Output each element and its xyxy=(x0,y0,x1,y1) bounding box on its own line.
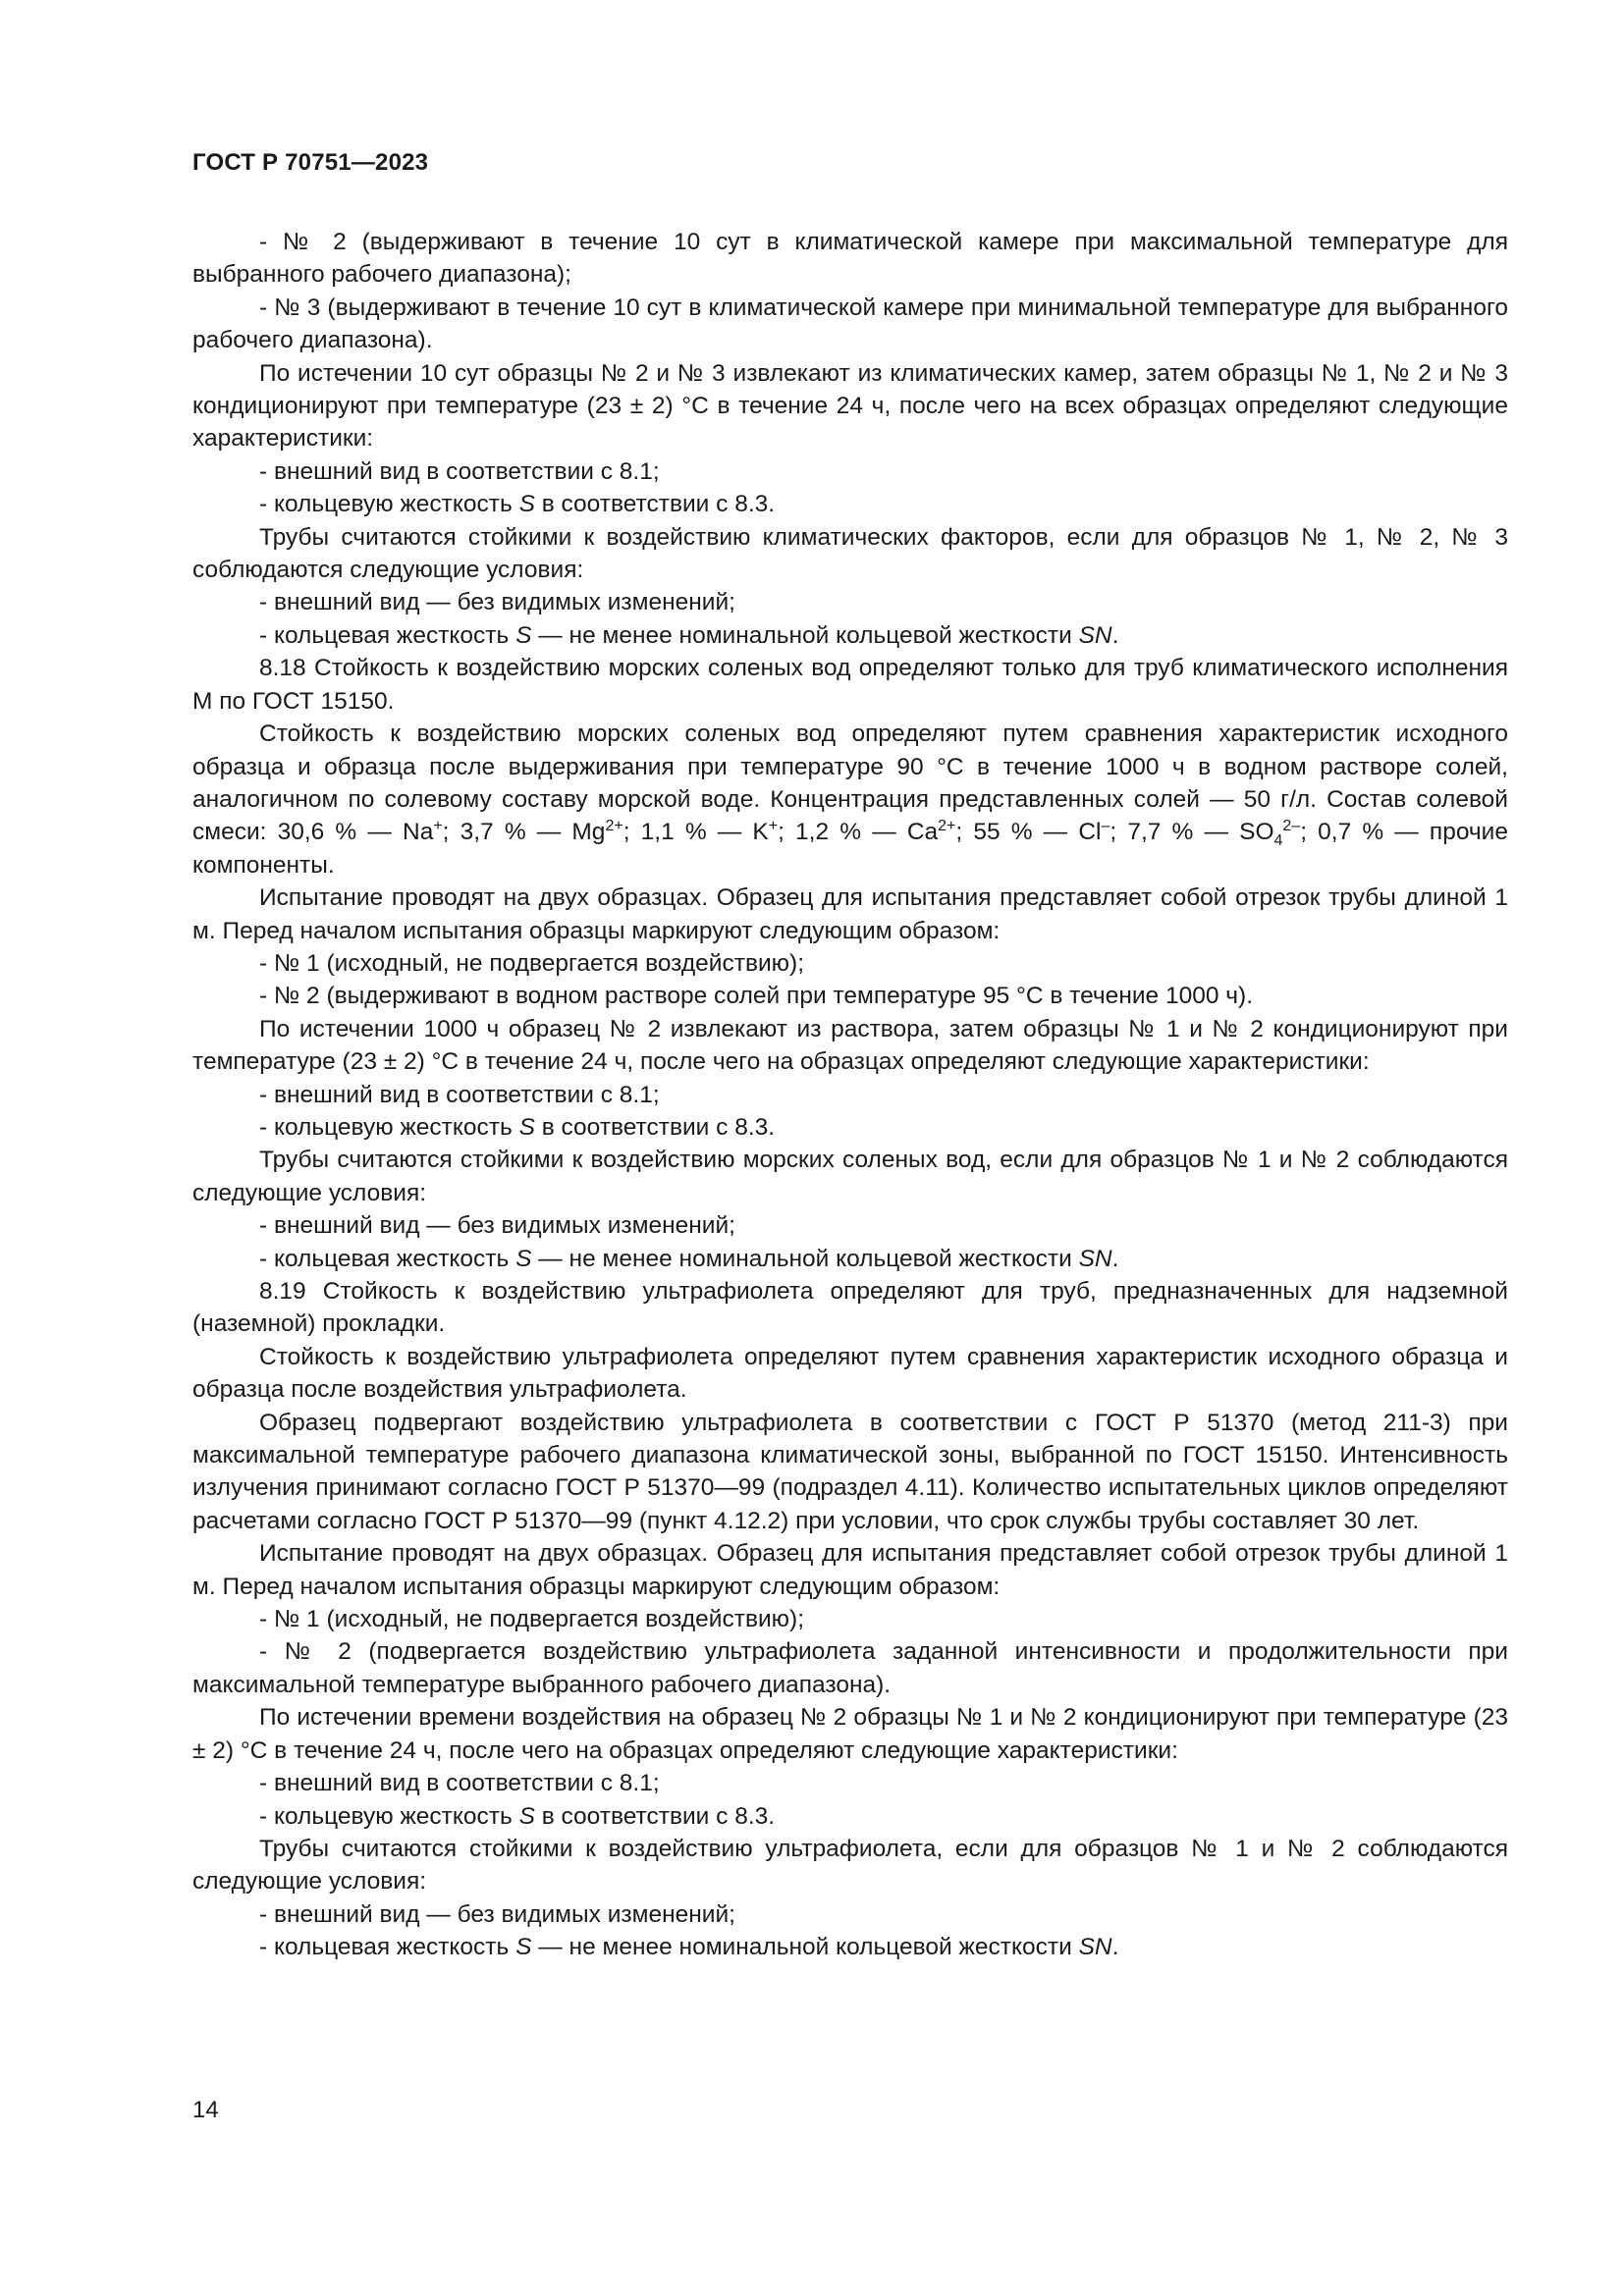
paragraph: Трубы считаются стойкими к воздействию ультрафиолета, если для образцов № 1 и № 2 соблюдаются следующие условия: xyxy=(192,1835,1508,1896)
paragraph: - внешний вид в соответствии с 8.1; xyxy=(259,1081,660,1108)
paragraph: - внешний вид — без видимых изменений; xyxy=(259,1900,735,1928)
paragraph: - кольцевая жесткость S — не менее номинальной кольцевой жесткости SN. xyxy=(259,1934,1119,1961)
paragraph: По истечении времени воздействия на образец № 2 образцы № 1 и № 2 кондиционируют при температуре (23 ± 2) °С в течение 24 ч, после чего на образцах определяют следующие характеристики: xyxy=(192,1704,1508,1764)
paragraph: - внешний вид в соответствии с 8.1; xyxy=(259,1770,660,1797)
paragraph: Образец подвергают воздействию ультрафиолета в соответствии с ГОСТ Р 51370 (метод 211-3) при максимальной температуре рабочего диапазона климатической зоны, выбранной по ГОСТ 15150. Интенсивность излучения принимают согласно ГОСТ Р 51370—99 (подраздел 4.11). Количество испытательных циклов определяют расчетами согласно ГОСТ Р 51370—99 (пункт 4.12.2) при условии, что срок службы трубы составляет 30 лет. xyxy=(192,1409,1508,1534)
paragraph: - внешний вид — без видимых изменений; xyxy=(259,1212,735,1240)
document-body xyxy=(192,226,1508,1964)
paragraph: - внешний вид в соответствии с 8.1; xyxy=(259,457,660,485)
paragraph: - № 2 (выдерживают в водном растворе солей при температуре 95 °С в течение 1000 ч). xyxy=(259,983,1254,1010)
paragraph: - № 2 (выдерживают в течение 10 сут в климатической камере при максимальной температуре для выбранного рабочего диапазона); xyxy=(192,229,1508,289)
paragraph: Испытание проводят на двух образцах. Образец для испытания представляет собой отрезок трубы длиной 1 м. Перед началом испытания образцы маркируют следующим образом: xyxy=(192,884,1508,944)
paragraph: По истечении 1000 ч образец № 2 извлекают из раствора, затем образцы № 1 и № 2 кондиционируют при температуре (23 ± 2) °С в течение 24 ч, после чего на образцах определяют следующие характеристики: xyxy=(192,1015,1508,1076)
paragraph: 8.18 Стойкость к воздействию морских соленых вод определяют только для труб климатического исполнения М по ГОСТ 15150. xyxy=(192,655,1508,715)
paragraph: - кольцевую жесткость S в соответствии с 8.3. xyxy=(259,1113,776,1141)
paragraph: Трубы считаются стойкими к воздействию климатических факторов, если для образцов № 1, № 2, № 3 соблюдаются следующие условия: xyxy=(192,523,1508,584)
paragraph: Трубы считаются стойкими к воздействию морских соленых вод, если для образцов № 1 и № 2 соблюдаются следующие условия: xyxy=(192,1147,1508,1206)
paragraph: 8.19 Стойкость к воздействию ультрафиолета определяют для труб, предназначенных для надземной (наземной) прокладки. xyxy=(192,1278,1508,1338)
paragraph: - № 3 (выдерживают в течение 10 сут в климатической камере при минимальной температуре для выбранного рабочего диапазона). xyxy=(192,294,1508,354)
paragraph: - № 1 (исходный, не подвергается воздействию); xyxy=(259,949,804,977)
paragraph: - № 2 (подвергается воздействию ультрафиолета заданной интенсивности и продолжительности при максимальной температуре выбранного рабочего диапазона). xyxy=(192,1638,1508,1698)
paragraph: - кольцевую жесткость S в соответствии с 8.3. xyxy=(259,491,776,518)
paragraph: - внешний вид — без видимых изменений; xyxy=(259,589,735,616)
paragraph: - № 1 (исходный, не подвергается воздействию); xyxy=(259,1606,804,1633)
paragraph: - кольцевую жесткость S в соответствии с 8.3. xyxy=(259,1802,776,1830)
paragraph: - кольцевая жесткость S — не менее номинальной кольцевой жесткости SN. xyxy=(259,621,1119,649)
paragraph: Стойкость к воздействию ультрафиолета определяют путем сравнения характеристик исходного образца и образца после воздействия ультрафиолета. xyxy=(192,1343,1508,1404)
paragraph: - кольцевая жесткость S — не менее номинальной кольцевой жесткости SN. xyxy=(259,1245,1119,1272)
paragraph: По истечении 10 сут образцы № 2 и № 3 извлекают из климатических камер, затем образцы № 1, № 2 и № 3 кондиционируют при температуре (23 ± 2) °С в течение 24 ч, после чего на всех образцах определяют следующие характеристики: xyxy=(192,359,1508,453)
page-number: 14 xyxy=(192,2097,219,2123)
paragraph: Стойкость к воздействию морских соленых вод определяют путем сравнения характеристик исходного образца и образца после выдерживания при температуре 90 °С в течение 1000 ч в водном растворе солей, аналогичном по солевому составу морской воде. Концентрация представленных солей — 50 г/л. Состав солевой смеси: 30,6 % — Na+; 3,7 % — $Mg^{2+}$; 1,1 % — K+; 1,2 % — $Ca^{2+}$; 55 % — Cl–; 7,7 % — $SO_4^{2-}$; 0,7 % — прочие компоненты. xyxy=(192,721,1508,879)
document-code-header: ГОСТ Р 70751—2023 xyxy=(192,149,429,176)
paragraph: Испытание проводят на двух образцах. Образец для испытания представляет собой отрезок трубы длиной 1 м. Перед началом испытания образцы маркируют следующим образом: xyxy=(192,1540,1508,1600)
